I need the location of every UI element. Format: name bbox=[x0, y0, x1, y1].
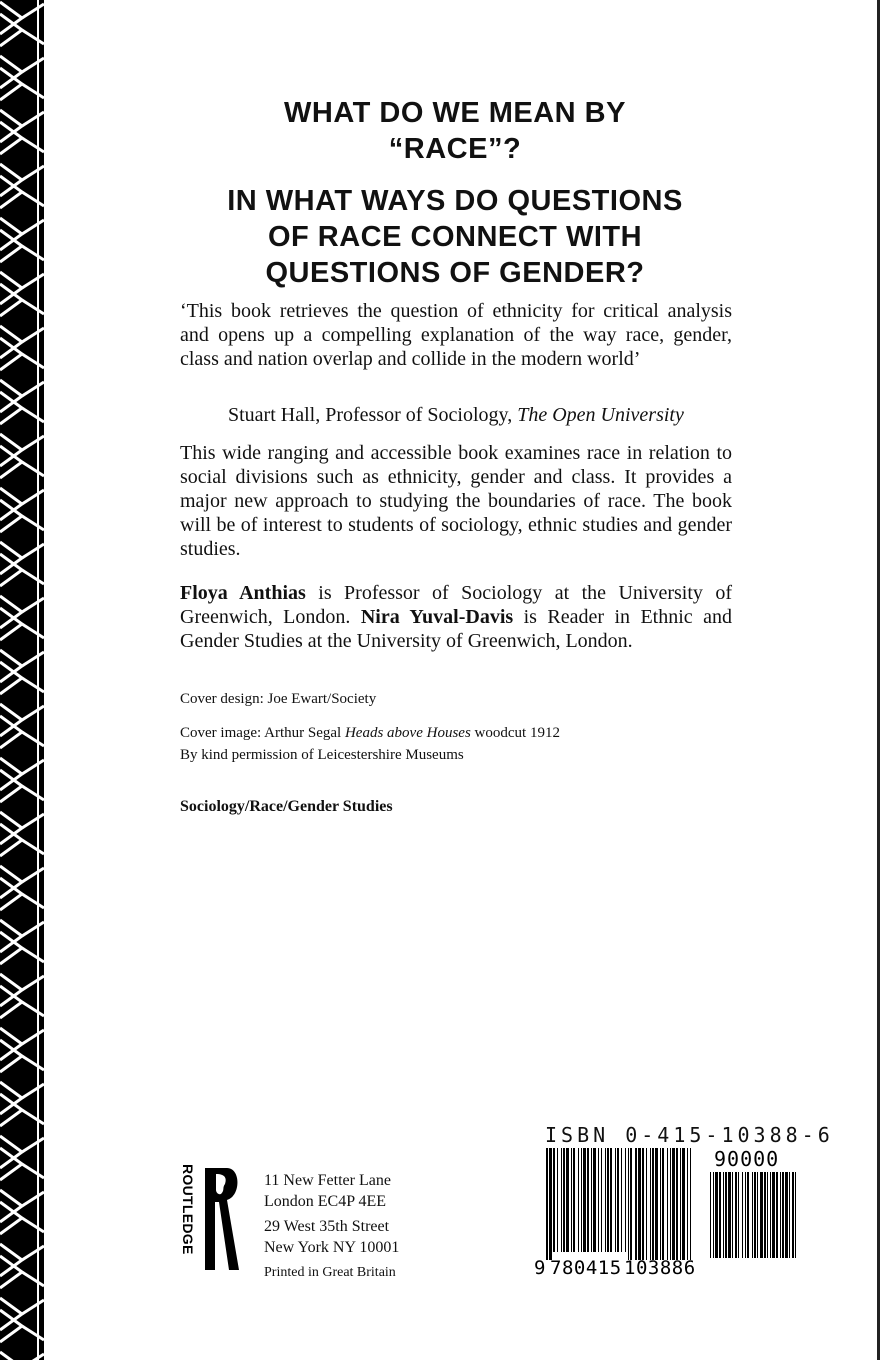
barcode-bar bbox=[655, 1148, 658, 1260]
attribution-institution: The Open University bbox=[517, 404, 684, 426]
barcode-bar bbox=[642, 1148, 644, 1260]
addon-bar bbox=[785, 1172, 788, 1258]
book-description: This wide ranging and accessible book examines race in relation to social divisions such as ethnicity, gender and class. It provides a major new approach to studying the boundaries of race. The book will be of interest to students of sociology, ethnic studies and gender studies. bbox=[180, 442, 732, 560]
barcode-bar bbox=[553, 1148, 555, 1252]
addon-bars bbox=[710, 1172, 796, 1258]
headline-2 bbox=[120, 183, 790, 291]
publisher-logo-text: ROUTLEDGE bbox=[180, 1164, 196, 1255]
addon-bar bbox=[745, 1172, 746, 1258]
barcode-bar bbox=[650, 1148, 651, 1260]
address-line: New York NY 10001 bbox=[264, 1239, 400, 1256]
barcode-bar bbox=[680, 1148, 681, 1260]
addon-bar bbox=[772, 1172, 775, 1258]
printed-in: Printed in Great Britain bbox=[264, 1265, 396, 1280]
ean-bars bbox=[546, 1148, 691, 1260]
addon-bar bbox=[738, 1172, 739, 1258]
addon-bar bbox=[776, 1172, 778, 1258]
barcode-bar bbox=[598, 1148, 599, 1252]
address-line: 29 West 35th Street bbox=[264, 1218, 390, 1235]
barcode-bar bbox=[662, 1148, 664, 1260]
barcode-bar bbox=[566, 1148, 569, 1252]
barcode-bar bbox=[625, 1148, 626, 1252]
addon-bar bbox=[725, 1172, 727, 1258]
barcode-bar bbox=[571, 1148, 572, 1252]
barcode-bar bbox=[652, 1148, 654, 1260]
barcode-bar bbox=[638, 1148, 641, 1260]
barcode-bar bbox=[687, 1148, 688, 1260]
isbn-label: ISBN 0-415-10388-6 bbox=[545, 1123, 834, 1147]
addon-bar bbox=[757, 1172, 758, 1258]
author-name: Floya Anthias bbox=[180, 582, 306, 604]
cover-image-credit bbox=[180, 722, 560, 766]
barcode-bar bbox=[557, 1148, 558, 1252]
addon-bar bbox=[742, 1172, 743, 1258]
barcode-bar bbox=[546, 1148, 548, 1260]
barcode-bar bbox=[593, 1148, 596, 1252]
barcode-bar bbox=[610, 1148, 612, 1252]
barcode-bar bbox=[672, 1148, 675, 1260]
ean-group-1: 780415 bbox=[550, 1257, 622, 1279]
addon-bar bbox=[735, 1172, 737, 1258]
barcode-bar bbox=[628, 1148, 629, 1260]
barcode-bar bbox=[615, 1148, 616, 1252]
addon-bar bbox=[789, 1172, 790, 1258]
barcode-bar bbox=[617, 1148, 619, 1252]
addon-bar bbox=[767, 1172, 768, 1258]
barcode-bar bbox=[667, 1148, 668, 1260]
barcode-bar bbox=[682, 1148, 685, 1260]
author-bio: is Professor of Sociology at the University of Greenwich, London. bbox=[180, 582, 733, 628]
addon-bar bbox=[770, 1172, 771, 1258]
address-line: 11 New Fetter Lane bbox=[264, 1172, 391, 1189]
barcode-bar bbox=[587, 1148, 589, 1252]
address-line: London EC4P 4EE bbox=[264, 1193, 387, 1210]
routledge-logo bbox=[175, 1162, 245, 1278]
barcode-bar bbox=[591, 1148, 592, 1252]
barcode bbox=[534, 1142, 804, 1282]
barcode-bar bbox=[660, 1148, 661, 1260]
barcode-bar bbox=[601, 1148, 602, 1252]
headline-line: QUESTIONS OF GENDER? bbox=[265, 257, 645, 289]
barcode-bar bbox=[549, 1148, 552, 1260]
addon-bar bbox=[782, 1172, 784, 1258]
author-bios bbox=[180, 581, 732, 653]
addon-digits: 90000 bbox=[714, 1147, 780, 1171]
addon-bar bbox=[754, 1172, 756, 1258]
subject-category: Sociology/Race/Gender Studies bbox=[180, 798, 393, 815]
permission-text: By kind permission of Leicestershire Museums bbox=[180, 747, 464, 763]
decorative-border bbox=[0, 0, 44, 1360]
addon-bar bbox=[780, 1172, 781, 1258]
addon-bar bbox=[795, 1172, 796, 1258]
endorsement-quote: ‘This book retrieves the question of ethnicity for critical analysis and opens up a compelling explanation of the way race, gender, class and nation overlap and collide in the modern world’ bbox=[180, 300, 732, 370]
cover-design-credit: Cover design: Joe Ewart/Society bbox=[180, 691, 377, 707]
addon-bar bbox=[719, 1172, 721, 1258]
barcode-bar bbox=[578, 1148, 579, 1252]
author-name: Nira Yuval-Davis bbox=[360, 606, 514, 628]
headline-line: “RACE”? bbox=[388, 133, 522, 165]
credit-text: Cover image: Arthur Segal bbox=[180, 725, 345, 741]
addon-bar bbox=[792, 1172, 794, 1258]
headline-line: OF RACE CONNECT WITH bbox=[267, 221, 643, 253]
barcode-bar bbox=[646, 1148, 647, 1260]
addon-bar bbox=[710, 1172, 711, 1258]
attribution-name: Stuart Hall, Professor of Sociology, bbox=[228, 404, 518, 426]
barcode-bar bbox=[563, 1148, 565, 1252]
ean-first-digit: 9 bbox=[534, 1257, 546, 1279]
barcode-bar bbox=[630, 1148, 632, 1260]
addon-bar bbox=[760, 1172, 763, 1258]
artwork-title: Heads above Houses bbox=[344, 725, 471, 741]
barcode-bar bbox=[607, 1148, 609, 1252]
headline-line: WHAT DO WE MEAN BY bbox=[284, 97, 626, 129]
addon-bar bbox=[752, 1172, 753, 1258]
barcode-bar bbox=[605, 1148, 606, 1252]
barcode-bar bbox=[581, 1148, 582, 1252]
addon-bar bbox=[764, 1172, 766, 1258]
barcode-bar bbox=[635, 1148, 637, 1260]
ean-group-2: 103886 bbox=[624, 1257, 696, 1279]
barcode-bar bbox=[621, 1148, 622, 1252]
barcode-bar bbox=[670, 1148, 671, 1260]
quote-attribution bbox=[228, 403, 684, 427]
addon-bar bbox=[723, 1172, 724, 1258]
author-bio: is Reader in Ethnic and Gender Studies at the University of Greenwich, London. bbox=[180, 606, 732, 652]
addon-bar bbox=[715, 1172, 718, 1258]
credit-text: woodcut 1912 bbox=[470, 725, 560, 741]
headline-1 bbox=[120, 95, 790, 167]
barcode-bar bbox=[573, 1148, 575, 1252]
barcode-bar bbox=[561, 1148, 562, 1252]
barcode-bar bbox=[690, 1148, 691, 1260]
addon-bar bbox=[732, 1172, 733, 1258]
publisher-address bbox=[264, 1170, 399, 1283]
barcode-bar bbox=[583, 1148, 586, 1252]
barcode-bar bbox=[676, 1148, 678, 1260]
headline-line: IN WHAT WAYS DO QUESTIONS bbox=[227, 185, 683, 217]
addon-bar bbox=[747, 1172, 749, 1258]
addon-bar bbox=[713, 1172, 714, 1258]
addon-bar bbox=[728, 1172, 731, 1258]
